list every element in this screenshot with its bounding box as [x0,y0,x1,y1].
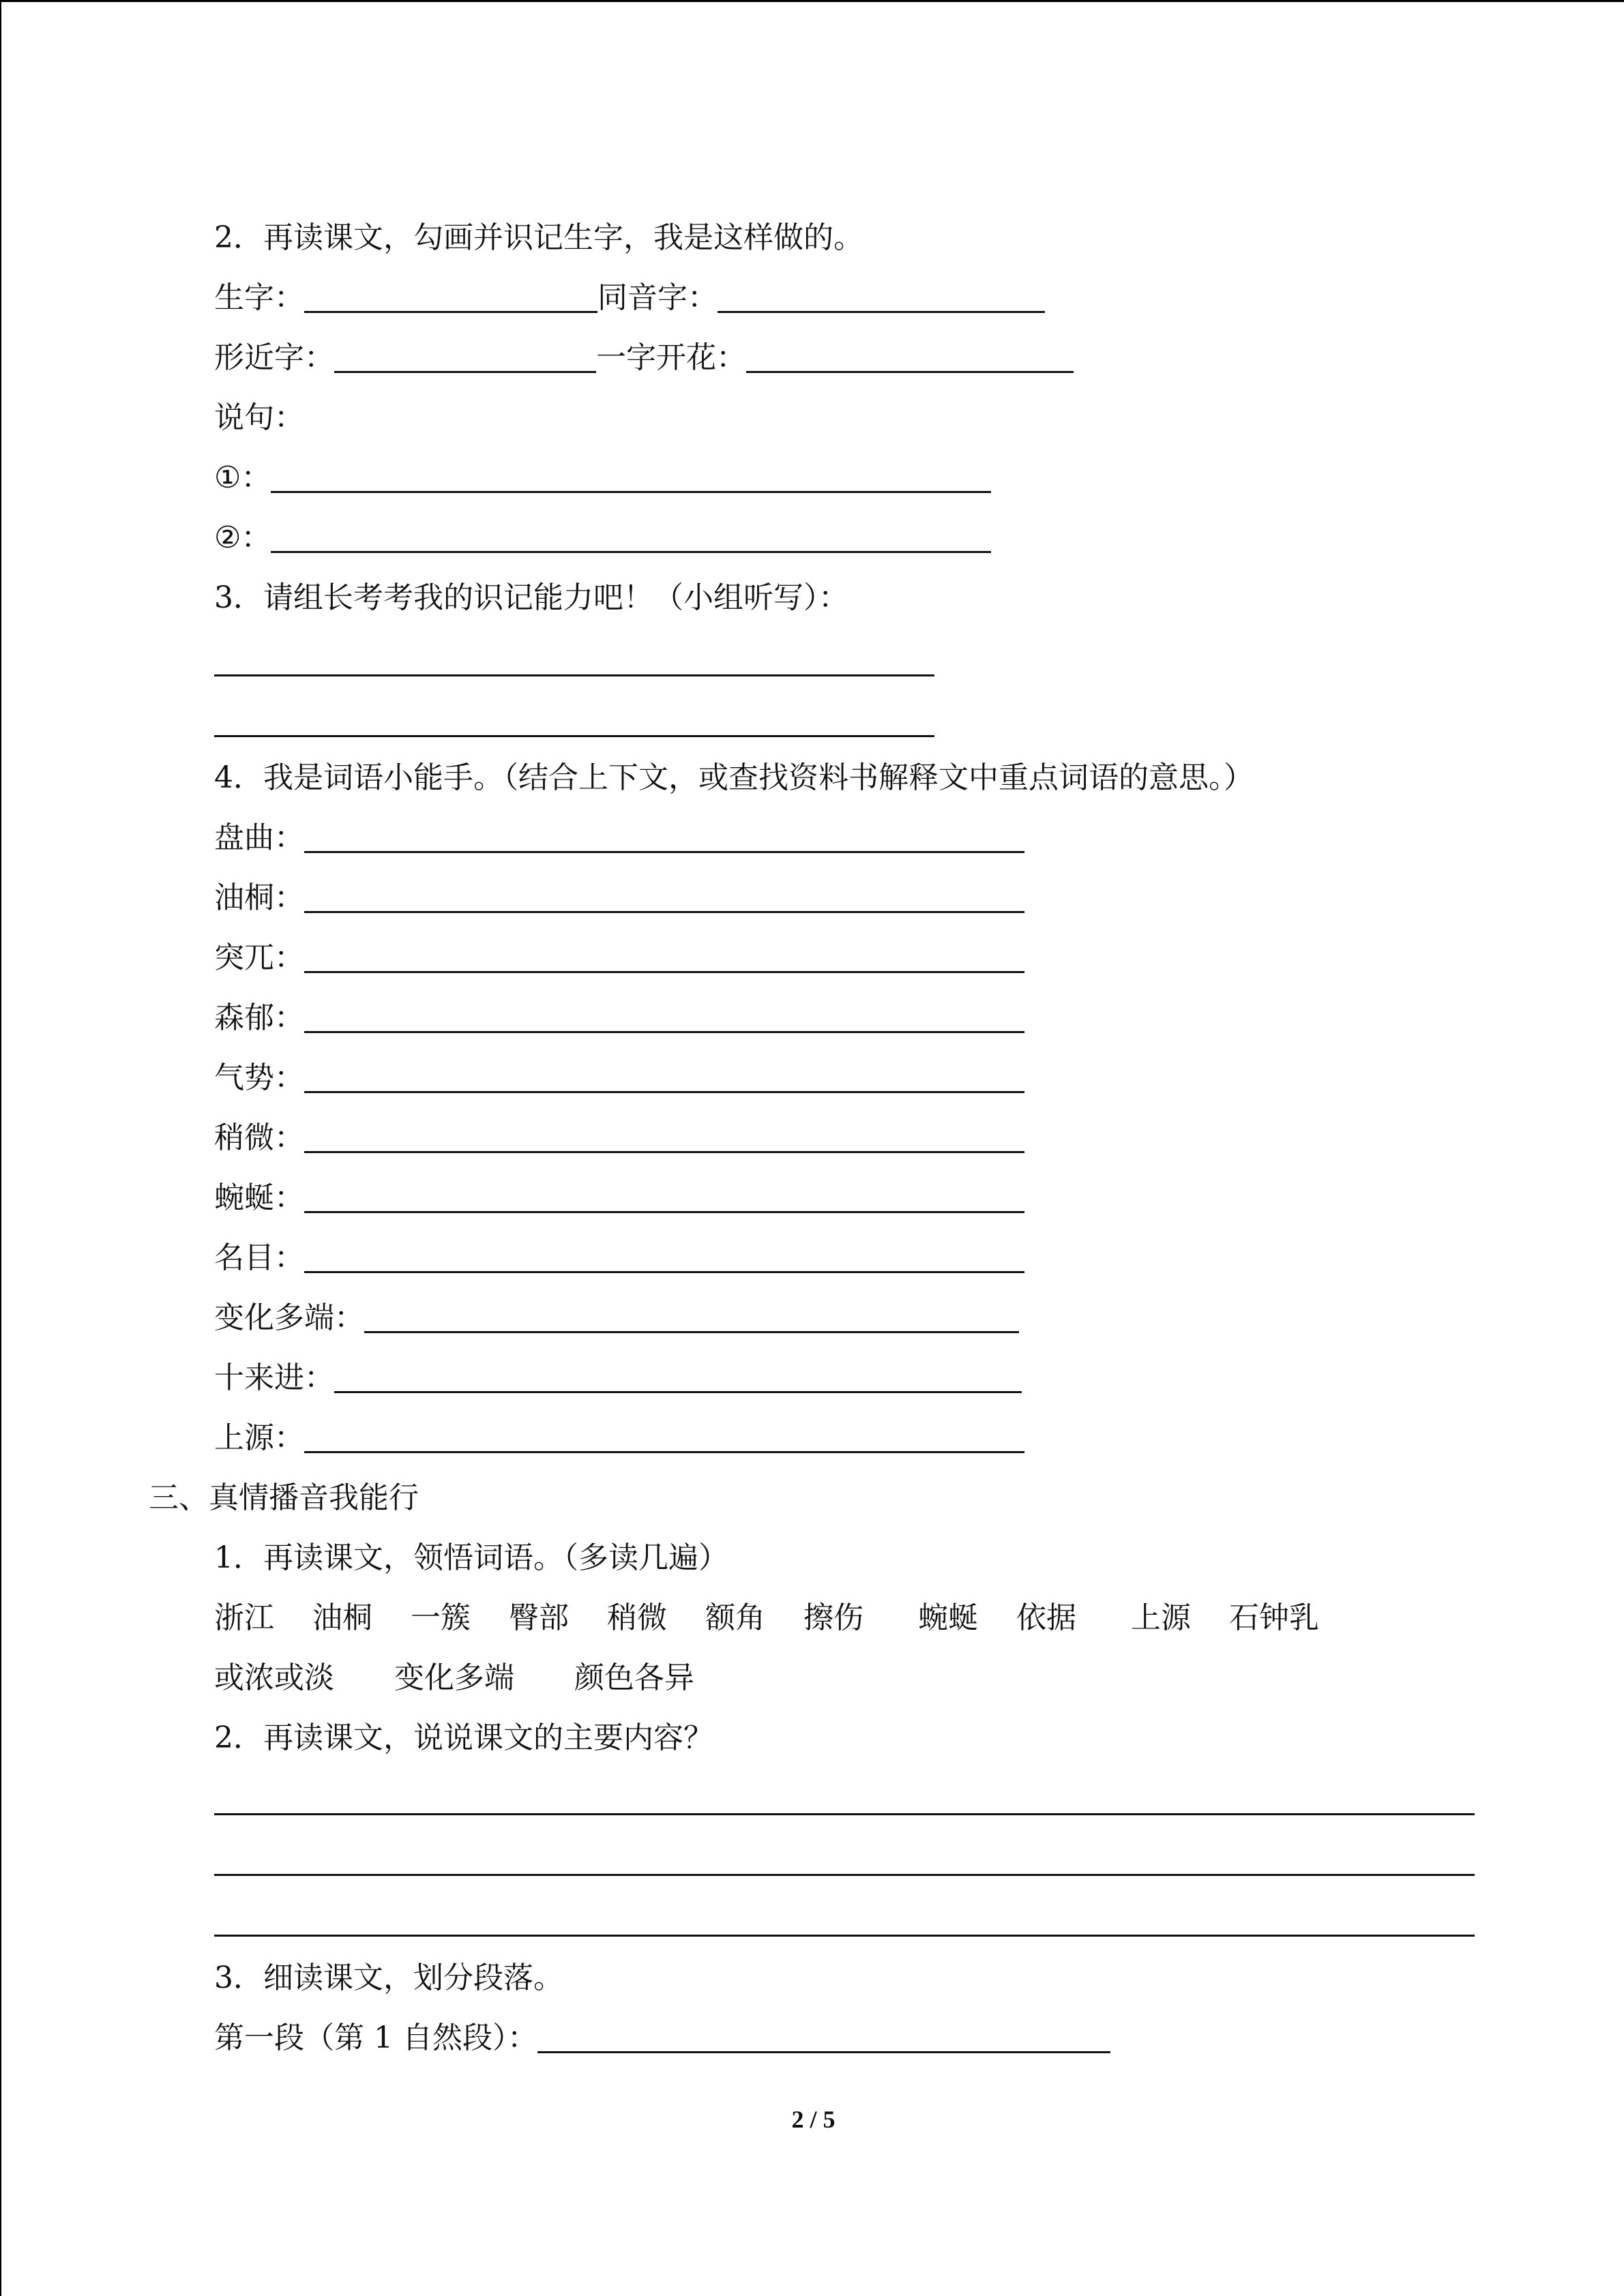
q4-title: 4．我是词语小能手。（结合上下文，或查找资料书解释文中重点词语的意思。） [214,760,1254,795]
term-blank[interactable] [334,1358,1022,1393]
term-label: 变化多端： [214,1300,364,1335]
tongyin-label: 同音字： [597,280,718,315]
term-row [214,938,1024,979]
q3-title: 3．请组长考考我的识记能力吧！（小组听写）： [214,580,848,615]
xingjin-label: 形近字： [214,340,334,375]
term-blank[interactable] [304,1238,1024,1273]
q2-row-xingjin [214,338,1074,378]
term-label: 突兀： [214,940,304,975]
vocab-row-2 [214,1658,694,1699]
vocab-word: 石钟乳 [1229,1600,1319,1635]
vocab-word: 臀部 [509,1600,569,1635]
s3-q1-title: 1．再读课文，领悟词语。（多读几遍） [214,1540,728,1575]
term-label: 油桐： [214,880,304,915]
yizi-blank[interactable] [746,338,1074,373]
term-row [214,1298,1019,1339]
vocab-word: 上源 [1131,1600,1191,1635]
term-blank[interactable] [304,1178,1024,1213]
term-label: 森郁： [214,1000,304,1035]
term-label: 名目： [214,1240,304,1275]
vocab-word: 蜿蜒 [918,1600,978,1635]
answer-line-3[interactable] [214,1935,1475,1937]
term-label: 盘曲： [214,820,304,855]
vocab-word: 擦伤 [803,1600,863,1635]
term-label: 上源： [214,1420,304,1455]
shengzi-blank[interactable] [304,278,597,313]
term-blank[interactable] [304,1058,1024,1093]
term-row [214,1418,1024,1459]
vocab-word: 额角 [705,1600,765,1635]
term-label: 蜿蜒： [214,1180,304,1215]
paragraph-1-label: 第一段（第 1 自然段）： [214,2021,537,2055]
term-row [214,1118,1024,1159]
term-blank[interactable] [304,1418,1024,1453]
sentence-2-row [214,518,991,558]
xingjin-blank[interactable] [334,338,596,373]
vocab-row-1 [214,1598,1319,1639]
s3-q2-title: 2．再读课文，说说课文的主要内容？ [214,1720,713,1755]
term-row [214,878,1024,919]
answer-line-2[interactable] [214,1874,1475,1876]
term-row [214,1178,1024,1219]
term-row [214,818,1024,859]
sentence-1-label: ①： [214,460,271,495]
q2-row-shengzi [214,278,1045,318]
shuoju-label: 说句： [214,400,304,435]
vocab-word: 一簇 [411,1600,471,1635]
vocab-word: 浙江 [214,1600,274,1635]
term-blank[interactable] [304,1118,1024,1153]
paragraph-1-blank[interactable] [537,2018,1110,2053]
term-row [214,1238,1024,1279]
sentence-1-row [214,458,991,498]
answer-line-1[interactable] [214,1813,1475,1815]
vocab-word: 油桐 [312,1600,372,1635]
sentence-1-blank[interactable] [271,458,991,493]
paragraph-1-row [214,2018,1110,2059]
shengzi-label: 生字： [214,280,304,315]
term-label: 气势： [214,1060,304,1095]
dictation-line-1[interactable] [214,674,934,676]
tongyin-blank[interactable] [718,278,1045,313]
term-blank[interactable] [304,878,1024,913]
term-row [214,1358,1022,1399]
term-row [214,1058,1024,1099]
yizi-label: 一字开花： [596,340,746,375]
vocab-word: 依据 [1016,1600,1076,1635]
section3-title: 三、真情播音我能行 [149,1480,419,1515]
vocab-word: 稍微 [607,1600,667,1635]
term-label: 稍微： [214,1120,304,1155]
sentence-2-blank[interactable] [271,518,991,553]
dictation-line-2[interactable] [214,735,934,737]
s3-q3-title: 3．细读课文，划分段落。 [214,1960,563,1995]
term-blank[interactable] [364,1298,1019,1333]
sentence-2-label: ②： [214,520,271,555]
vocab-word: 或浓或淡 [214,1660,334,1695]
vocab-word: 颜色各异 [574,1660,694,1695]
term-blank[interactable] [304,818,1024,853]
q2-title: 2．再读课文，勾画并识记生字，我是这样做的。 [214,220,863,255]
term-blank[interactable] [304,998,1024,1033]
vocab-word: 变化多端 [394,1660,514,1695]
term-label: 十来进： [214,1360,334,1395]
term-row [214,998,1024,1039]
page-number: 2 / 5 [791,2106,836,2133]
term-blank[interactable] [304,938,1024,973]
